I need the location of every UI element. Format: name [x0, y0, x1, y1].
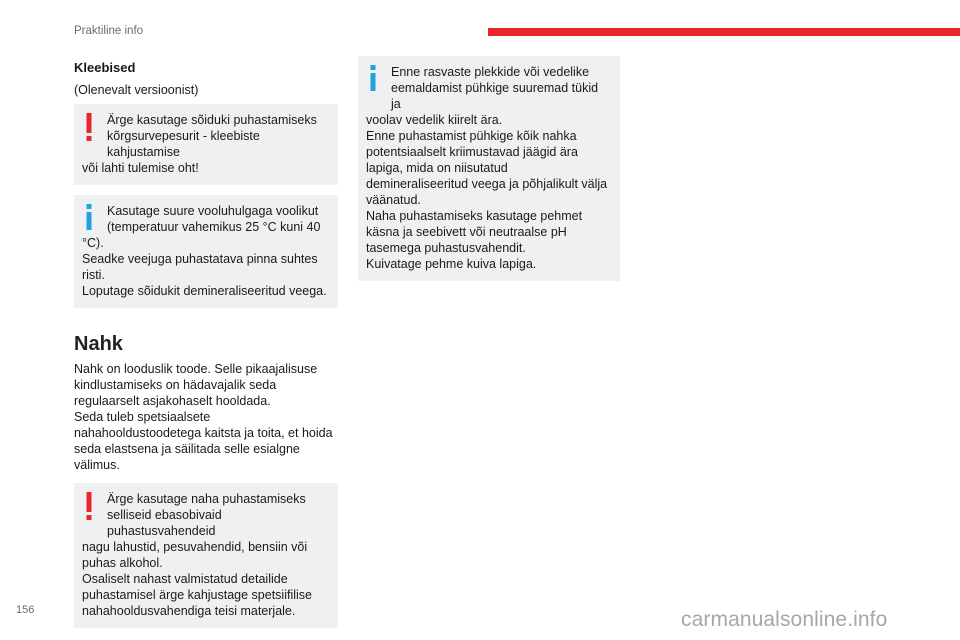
left-column [74, 56, 338, 638]
page-number: 156 [16, 604, 35, 616]
leather-heading: Nahk [74, 333, 123, 355]
warning-text: Osaliselt nahast valmistatud detailide puhastamisel ärge kahjustage spetsiifilise nahahooldusvahendiga teisi materjale. [82, 572, 312, 618]
warning-text-first: Ärge kasutage naha puhastamiseks selliseid ebasobivaid puhastusvahendeid [107, 492, 306, 538]
warning-box-leather [74, 483, 338, 628]
section-header: Praktiline info [74, 25, 144, 37]
info-text: voolav vedelik kiirelt ära. [366, 113, 503, 127]
info-text: Enne puhastamist pühkige kõik nahka potentsiaalselt kriimustavad jäägid ära lapiga, mida on niisutatud demineraliseeritud veega ja põhjalikult välja väänatud. [366, 129, 608, 207]
leather-paragraph: Nahk on looduslik toode. Selle pikaajalisuse kindlustamiseks on hädavajalik seda regulaarselt asjakohaselt hooldada. [74, 362, 318, 408]
info-icon [86, 204, 92, 230]
info-icon [370, 65, 376, 91]
leather-paragraph: Seda tuleb spetsiaalsete nahahooldustoodetega kaitsta ja toita, et hoida seda elastsena ja säilitada selle esialgne välimus. [74, 410, 333, 472]
info-text: °C). [82, 236, 104, 250]
stickers-heading: Kleebised [74, 60, 136, 75]
info-box-leather-cleaning [358, 56, 620, 281]
warning-text: või lahti tulemise oht! [82, 161, 199, 175]
warning-box-stickers [74, 104, 338, 185]
warning-text-first: Ärge kasutage sõiduki puhastamiseks kõrgsurvepesurit - kleebiste kahjustamise [107, 113, 317, 159]
info-text-first: Enne rasvaste plekkide või vedelike eemaldamist pühkige suuremad tükid ja [391, 65, 599, 111]
right-column [358, 56, 620, 291]
info-text: Kuivatage pehme kuiva lapiga. [366, 257, 537, 271]
info-text: Seadke veejuga puhastatava pinna suhtes risti. [82, 252, 318, 282]
watermark: carmanualsonline.info [681, 608, 888, 631]
warning-icon [86, 492, 92, 520]
info-text: Loputage sõidukit demineraliseeritud veega. [82, 284, 327, 298]
info-text: Naha puhastamiseks kasutage pehmet käsna ja seebivett või neutraalse pH tasemega puhastusvahendit. [366, 209, 583, 255]
info-box-washing [74, 195, 338, 308]
info-text-first: Kasutage suure vooluhulgaga voolikut (temperatuur vahemikus 25 °C kuni 40 [107, 204, 321, 234]
header-accent-bar [488, 28, 960, 36]
stickers-subtitle: (Olenevalt versioonist) [74, 83, 199, 97]
warning-text: nagu lahustid, pesuvahendid, bensiin või puhas alkohol. [82, 540, 308, 570]
warning-icon [86, 113, 92, 141]
